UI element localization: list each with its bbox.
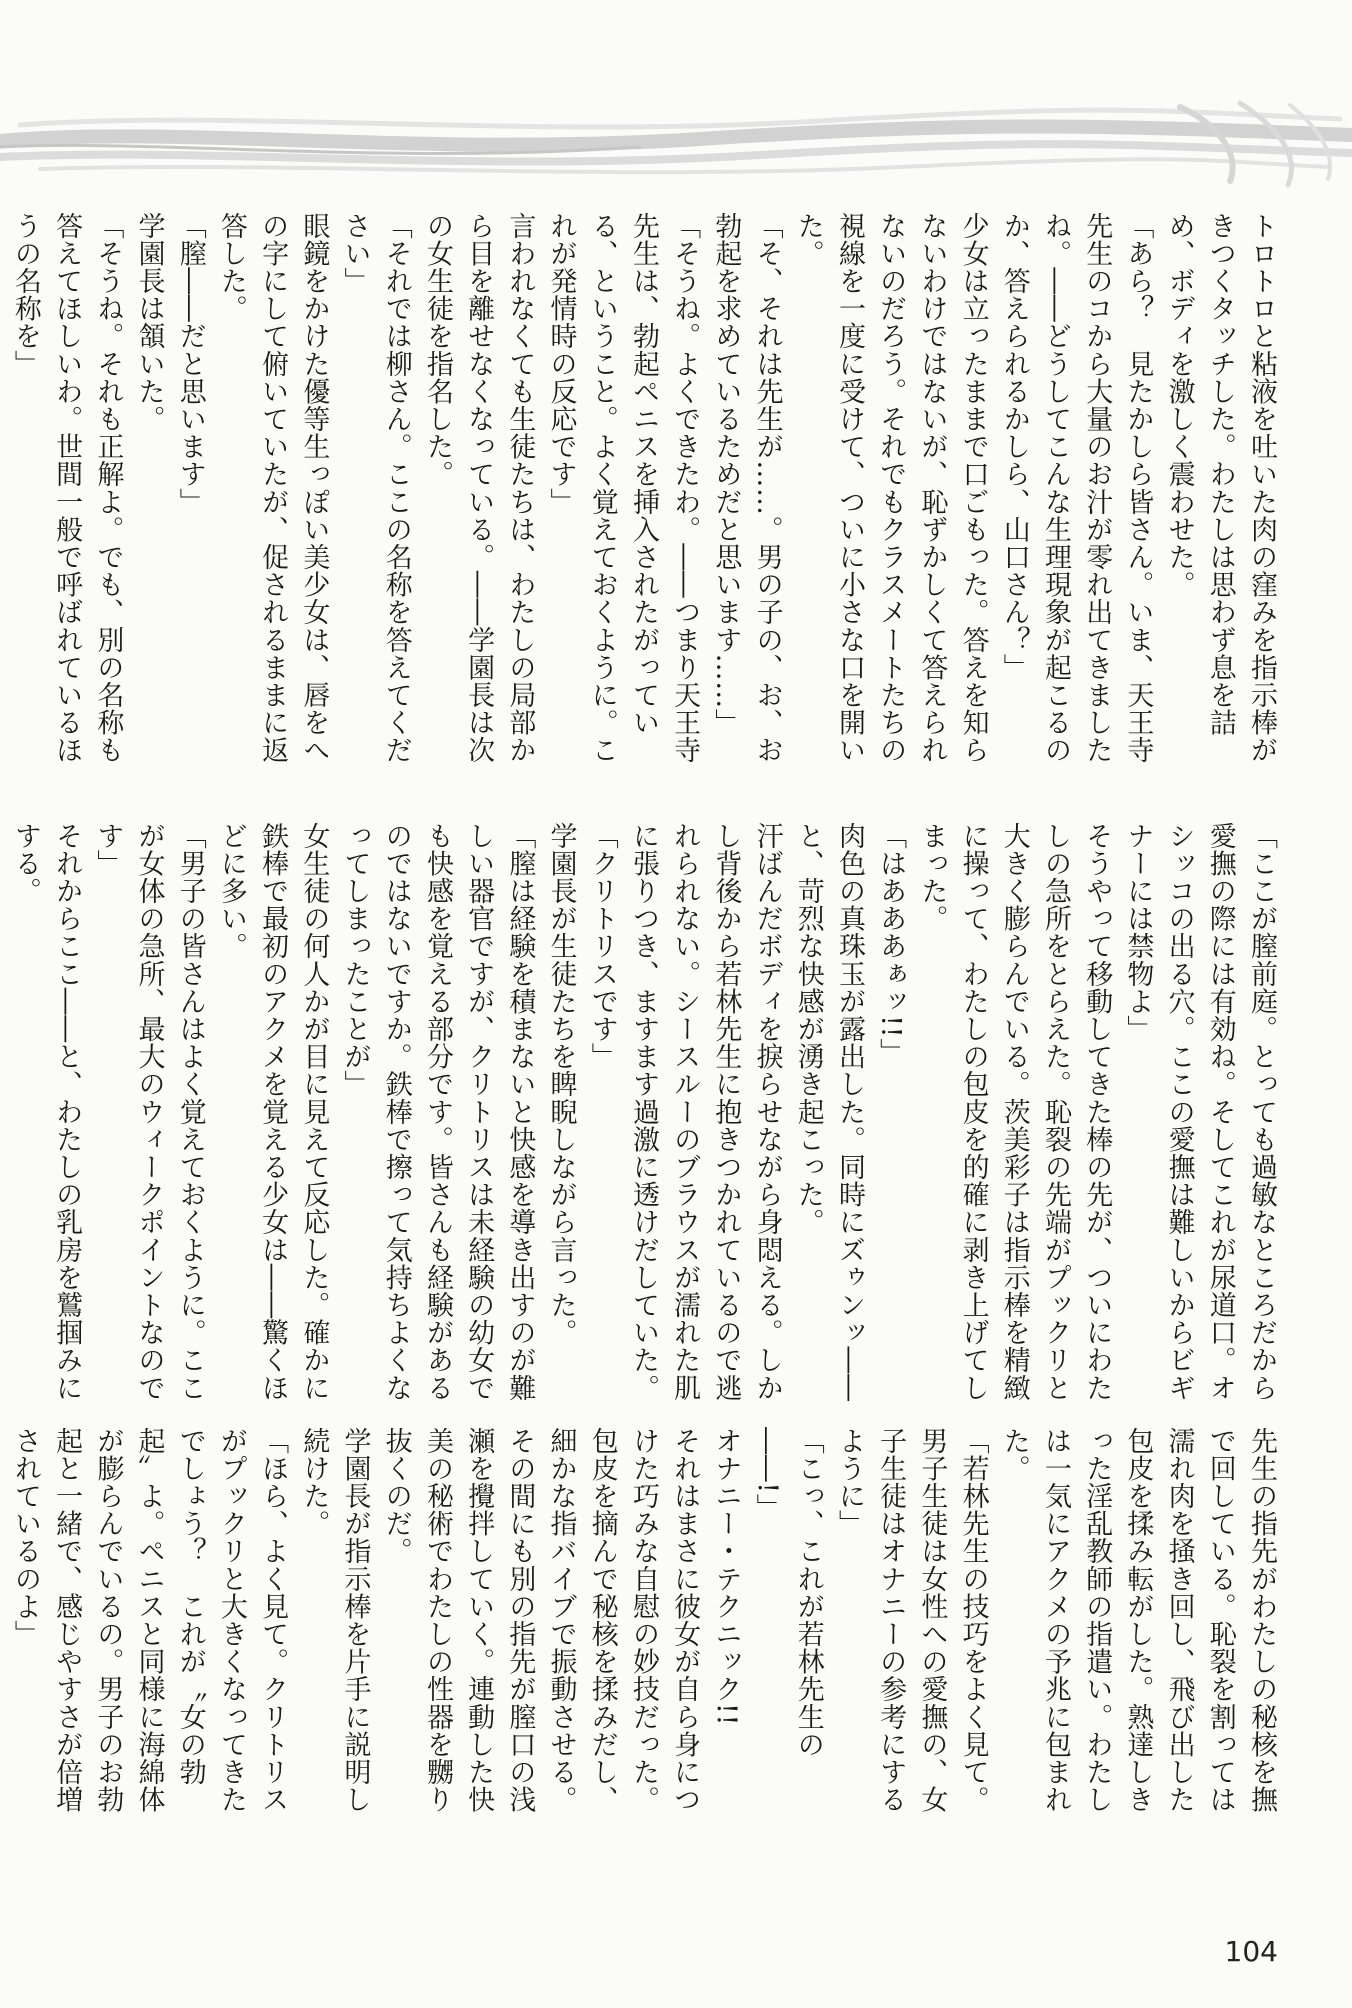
paragraph: 肉色の真珠玉が露出した。同時にズゥンッ――と、苛烈な快感が湧き起こった。 [792,822,865,1402]
paragraph: 「あら？ 見たかしら皆さん。いま、天王寺先生のコから大量のお汁が零れ出てきましたね。――どうしてこんな生理現象が起こるのか、答えられるかしら、山口さん？」 [998,212,1154,764]
paragraph [0,212,5,777]
paragraph: 「ほら、よく見て。クリトリスがプックリと大きくなってきたでしょう？ これが〝女の勃起〟よ。ペニスと同様に海綿体が膨らんでいるの。男子のお勃起と一緒で、感じやすさが倍増されているのよ」 [9,1427,289,1814]
paragraph: 「こっ、これが若林先生の――!」 [751,1427,824,1759]
paragraph: 言われなくても生徒たちは、わたしの局部から目を離せなくなっている。――学園長は次の女生徒を指名した。 [421,212,536,764]
paragraph: 「若林先生の技巧をよく見て。男子生徒は女性への愛撫の、女子生徒はオナニーの参考にするように」 [833,1427,989,1814]
paragraph: それからここ――と、わたしの乳房を鷲掴みにする。 [9,822,83,1402]
paragraph: 「ここが膣前庭。とっても過敏なところだから愛撫の際には有効ね。そしてこれが尿道口。オシッコの出る穴。ここの愛撫は難しいからビギナーには禁物よ」 [1122,822,1277,1402]
paragraph: 「男子の皆さんはよく覚えておくように。ここが女体の急所、最大のウィークポイントなのです」 [92,822,206,1402]
text-column-top [9,212,1282,777]
paragraph: 「そ、それは先生が……。男の子の、お、お勃起を求めているためだと思います……」 [710,212,783,764]
paragraph: 汗ばんだボディを捩らせながら身悶える。しかし背後から若林先生に抱きつかれているので逃れられない。シースルーのブラウスが濡れた肌に張りつき、ますます過激に透けだしていた。 [627,822,783,1402]
page-number: 104 [1224,1935,1278,1968]
paragraph: 「そうね。よくできたわ。――つまり天王寺先生は、勃起ペニスを挿入されたがっている、ということ。よく覚えておくように。これが発情時の反応です」 [545,212,701,764]
paragraph: 「はあああぁッ!!」 [875,822,907,1066]
paragraph: 「クリトリスです」 [586,822,618,1071]
paragraph: それはまさに彼女が自ら身につけた巧みな自慰の妙技だった。包皮を摘んで秘核を揉みだし、細かな指バイブで振動させる。その間にも別の指先が膣口の浅瀬を攪拌していく。連動した快美の秘術でわたしの性器を嬲り抜くのだ。 [380,1427,701,1814]
text-column-middle [9,822,1282,1404]
paragraph: 女生徒の何人かが目に見えて反応した。確かに鉄棒で最初のアクメを覚える少女は――驚くほどに多い。 [215,822,330,1402]
paragraph: 少女は立ったままで口ごもった。答えを知らないわけではないが、恥ずかしくて答えられないのだろう。それでもクラスメートたちの視線を一度に受けて、ついに小さな口を開いた。 [792,212,989,764]
paragraph: 「膣――だと思います」 [174,212,206,516]
paragraph [0,1427,5,1820]
paragraph: そうやって移動してきた棒の先が、ついにわたしの急所をとらえた。恥裂の先端がプックリと大きく膨らんでいる。茨美彩子は指示棒を精緻に操って、わたしの包皮を的確に剥き上げてしまった。 [916,822,1113,1402]
paragraph: 学園長が指示棒を片手に説明し続けた。 [298,1427,371,1814]
paragraph [0,822,5,1404]
paragraph: 学園長は頷いた。 [133,212,165,433]
paragraph: 先生の指先がわたしの秘核を撫で回している。恥裂を割っては濡れ肉を掻き回し、飛び出した包皮を揉み転がした。熟達しきった淫乱教師の指遣い。わたしは一気にアクメの予兆に包まれた。 [998,1427,1277,1814]
paragraph: 学園長が生徒たちを睥睨しながら言った。 [545,822,577,1347]
text-column-bottom [9,1427,1282,1820]
paragraph: トロトロと粘液を吐いた肉の窪みを指示棒がきつくタッチした。わたしは思わず息を詰め、ボディを激しく震わせた。 [1163,212,1277,764]
paragraph: 眼鏡をかけた優等生っぽい美少女は、唇をへの字にして俯いていたが、促されるままに返答した。 [215,212,330,764]
paragraph: 「膣は経験を積まないと快感を導き出すのが難しい器官ですが、クリトリスは未経験の幼女でも快感を覚える部分です。皆さんも経験があるのではないですか。鉄棒で擦って気持ちよくなってしまったことが」 [339,822,536,1402]
paragraph: 「それでは柳さん。ここの名称を答えてください」 [339,212,412,764]
paragraph: 「そうね。それも正解よ。でも、別の名称も答えてほしいわ。世間一般で呼ばれているほうの名称を」 [9,212,124,764]
brushstroke-ornament-icon [0,95,1352,190]
paragraph: オナニー・テクニック!! [710,1427,742,1726]
